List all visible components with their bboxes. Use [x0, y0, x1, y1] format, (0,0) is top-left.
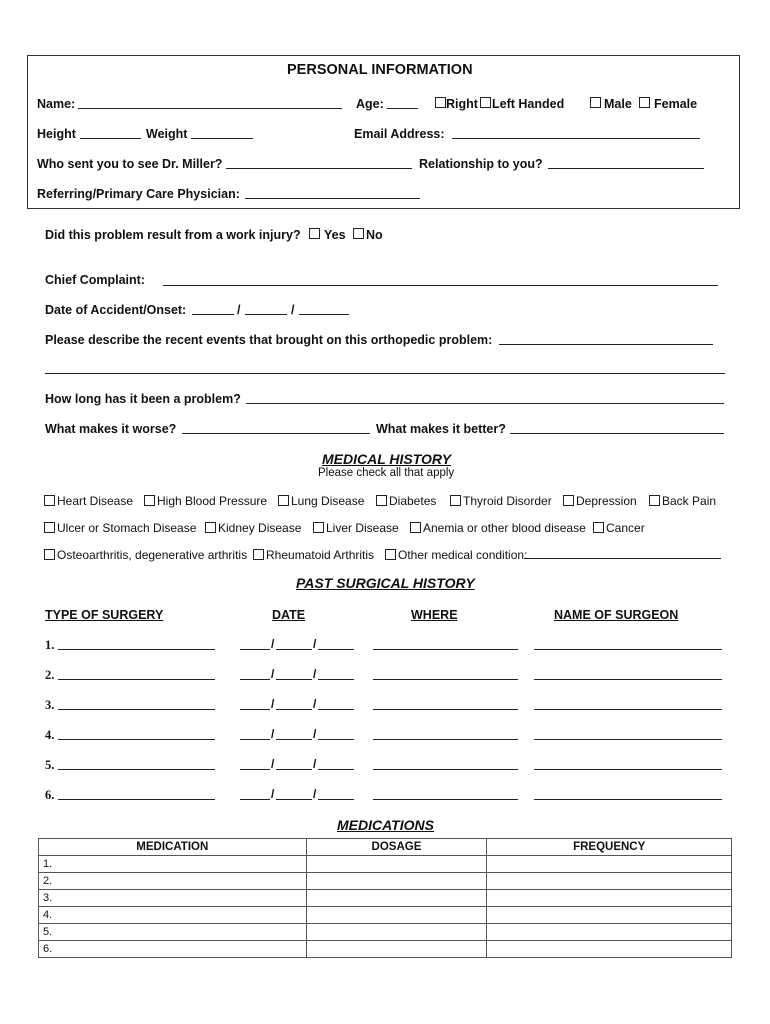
medication-cell[interactable]: 3.	[39, 890, 307, 907]
condition-diabetes[interactable]: Diabetes	[376, 494, 436, 508]
date-separator: /	[313, 727, 317, 741]
weight-input[interactable]	[191, 138, 253, 139]
date-separator: /	[237, 303, 241, 317]
condition-ulcer[interactable]: Ulcer or Stomach Disease	[44, 521, 196, 535]
table-row	[39, 907, 732, 924]
surgery-date-month[interactable]	[240, 709, 270, 710]
surgery-where-input[interactable]	[373, 799, 518, 800]
surgical-history-title: PAST SURGICAL HISTORY	[296, 575, 475, 591]
surgeon-name-input[interactable]	[534, 799, 722, 800]
medication-cell[interactable]: 5.	[39, 924, 307, 941]
who-sent-label: Who sent you to see Dr. Miller?	[37, 157, 223, 171]
how-long-label: How long has it been a problem?	[45, 392, 241, 406]
dosage-cell[interactable]	[306, 873, 487, 890]
surgery-type-input[interactable]	[58, 739, 215, 740]
date-month-input[interactable]	[192, 314, 234, 315]
surgery-type-input[interactable]	[58, 679, 215, 680]
left-handed-label: Left Handed	[492, 97, 565, 111]
surgery-date-month[interactable]	[240, 679, 270, 680]
surgeon-name-input[interactable]	[534, 769, 722, 770]
right-label: Right	[446, 97, 478, 111]
condition-high-blood-pressure[interactable]: High Blood Pressure	[144, 494, 267, 508]
worse-input[interactable]	[182, 433, 370, 434]
female-label: Female	[654, 97, 698, 111]
referring-input[interactable]	[245, 198, 420, 199]
email-input[interactable]	[452, 138, 700, 139]
other-condition-input[interactable]	[524, 558, 721, 559]
date-separator: /	[313, 667, 317, 681]
frequency-cell[interactable]	[487, 924, 732, 941]
medication-cell[interactable]: 4.	[39, 907, 307, 924]
surgery-row-number: 5.	[45, 758, 55, 772]
date-separator: /	[271, 637, 275, 651]
date-year-input[interactable]	[299, 314, 349, 315]
date-separator: /	[313, 757, 317, 771]
checkbox[interactable]	[205, 522, 216, 533]
checkbox[interactable]	[44, 549, 55, 560]
table-row	[39, 856, 732, 873]
surgery-type-input[interactable]	[58, 649, 215, 650]
table-row	[39, 873, 732, 890]
surgery-date-day[interactable]	[276, 799, 312, 800]
checkbox[interactable]	[44, 495, 55, 506]
checkbox[interactable]	[44, 522, 55, 533]
male-label: Male	[604, 97, 632, 111]
surgery-where-input[interactable]	[373, 709, 518, 710]
work-injury-yes-checkbox[interactable]	[309, 228, 320, 239]
surgery-date-year[interactable]	[318, 769, 354, 770]
relationship-label: Relationship to you?	[419, 157, 543, 171]
col-type-of-surgery: TYPE OF SURGERY	[45, 608, 164, 622]
work-injury-yes-label: Yes	[324, 228, 346, 242]
surgery-row-number: 1.	[45, 638, 55, 652]
checkbox[interactable]	[253, 549, 264, 560]
medical-history-subtitle: Please check all that apply	[318, 467, 455, 479]
checkbox[interactable]	[144, 495, 155, 506]
chief-complaint-label: Chief Complaint:	[45, 273, 145, 287]
condition-rheumatoid-arthritis[interactable]: Rheumatoid Arthritis	[253, 548, 374, 562]
email-label: Email Address:	[354, 127, 445, 141]
left-handed-checkbox[interactable]	[480, 97, 491, 108]
condition-thyroid-disorder[interactable]: Thyroid Disorder	[450, 494, 552, 508]
work-injury-question: Did this problem result from a work injury?	[45, 228, 301, 242]
better-input[interactable]	[510, 433, 724, 434]
col-frequency: FREQUENCY	[487, 839, 732, 856]
medications-title: MEDICATIONS	[337, 817, 434, 833]
surgery-date-day[interactable]	[276, 709, 312, 710]
col-medication: MEDICATION	[39, 839, 307, 856]
col-where: WHERE	[411, 608, 458, 622]
frequency-cell[interactable]	[487, 856, 732, 873]
surgeon-name-input[interactable]	[534, 739, 722, 740]
table-row	[39, 890, 732, 907]
date-separator: /	[271, 727, 275, 741]
condition-anemia[interactable]: Anemia or other blood disease	[410, 521, 586, 535]
condition-osteoarthritis[interactable]: Osteoarthritis, degenerative arthritis	[44, 548, 247, 562]
surgeon-name-input[interactable]	[534, 679, 722, 680]
surgery-type-input[interactable]	[58, 709, 215, 710]
condition-other[interactable]: Other medical condition:	[385, 548, 527, 562]
work-injury-no-checkbox[interactable]	[353, 228, 364, 239]
height-label: Height	[37, 127, 76, 141]
surgery-date-day[interactable]	[276, 769, 312, 770]
surgery-date-day[interactable]	[276, 679, 312, 680]
dosage-cell[interactable]	[306, 907, 487, 924]
medications-table	[38, 838, 732, 958]
surgery-date-year[interactable]	[318, 649, 354, 650]
checkbox[interactable]	[593, 522, 604, 533]
surgery-where-input[interactable]	[373, 739, 518, 740]
date-separator: /	[271, 757, 275, 771]
surgery-row-number: 3.	[45, 698, 55, 712]
date-separator: /	[313, 787, 317, 801]
surgery-where-input[interactable]	[373, 649, 518, 650]
surgery-row-number: 6.	[45, 788, 55, 802]
better-label: What makes it better?	[376, 422, 506, 436]
describe-label: Please describe the recent events that brought on this orthopedic problem:	[45, 333, 493, 347]
date-day-input[interactable]	[245, 314, 287, 315]
surgeon-name-input[interactable]	[534, 649, 722, 650]
work-injury-no-label: No	[366, 228, 383, 242]
female-checkbox[interactable]	[639, 97, 650, 108]
dosage-cell[interactable]	[306, 924, 487, 941]
referring-label: Referring/Primary Care Physician:	[37, 187, 240, 201]
medication-cell[interactable]: 2.	[39, 873, 307, 890]
surgeon-name-input[interactable]	[534, 709, 722, 710]
surgery-date-month[interactable]	[240, 649, 270, 650]
surgery-date-day[interactable]	[276, 649, 312, 650]
surgery-where-input[interactable]	[373, 769, 518, 770]
checkbox[interactable]	[278, 495, 289, 506]
checkbox[interactable]	[385, 549, 396, 560]
name-label: Name:	[37, 97, 76, 111]
age-label: Age:	[356, 97, 384, 111]
surgery-type-input[interactable]	[58, 769, 215, 770]
how-long-input[interactable]	[246, 403, 724, 404]
dosage-cell[interactable]	[306, 890, 487, 907]
frequency-cell[interactable]	[487, 907, 732, 924]
checkbox[interactable]	[563, 495, 574, 506]
who-sent-input[interactable]	[226, 168, 412, 169]
surgery-where-input[interactable]	[373, 679, 518, 680]
personal-info-title: PERSONAL INFORMATION	[287, 62, 473, 78]
surgery-type-input[interactable]	[58, 799, 215, 800]
dosage-cell[interactable]	[306, 941, 487, 958]
date-separator: /	[313, 637, 317, 651]
condition-kidney-disease[interactable]: Kidney Disease	[205, 521, 301, 535]
condition-back-pain[interactable]: Back Pain	[649, 494, 716, 508]
date-separator: /	[271, 697, 275, 711]
frequency-cell[interactable]	[487, 890, 732, 907]
age-input[interactable]	[387, 108, 418, 109]
frequency-cell[interactable]	[487, 873, 732, 890]
date-separator: /	[291, 303, 295, 317]
date-separator: /	[271, 787, 275, 801]
surgery-date-month[interactable]	[240, 739, 270, 740]
condition-depression[interactable]: Depression	[563, 494, 637, 508]
surgery-date-year[interactable]	[318, 799, 354, 800]
right-handed-checkbox[interactable]	[435, 97, 446, 108]
frequency-cell[interactable]	[487, 941, 732, 958]
surgery-date-month[interactable]	[240, 799, 270, 800]
col-name-of-surgeon: NAME OF SURGEON	[554, 608, 679, 622]
surgery-row-number: 2.	[45, 668, 55, 682]
medication-cell[interactable]: 6.	[39, 941, 307, 958]
condition-heart-disease[interactable]: Heart Disease	[44, 494, 133, 508]
medication-cell[interactable]: 1.	[39, 856, 307, 873]
checkbox[interactable]	[376, 495, 387, 506]
date-onset-label: Date of Accident/Onset:	[45, 303, 187, 317]
date-separator: /	[313, 697, 317, 711]
col-date: DATE	[272, 608, 306, 622]
dosage-cell[interactable]	[306, 856, 487, 873]
medical-history-title: MEDICAL HISTORY	[322, 451, 452, 467]
checkbox[interactable]	[410, 522, 421, 533]
surgery-date-day[interactable]	[276, 739, 312, 740]
checkbox[interactable]	[649, 495, 660, 506]
surgery-date-year[interactable]	[318, 709, 354, 710]
condition-liver-disease[interactable]: Liver Disease	[313, 521, 399, 535]
height-input[interactable]	[80, 138, 141, 139]
weight-label: Weight	[146, 127, 188, 141]
male-checkbox[interactable]	[590, 97, 601, 108]
table-row	[39, 924, 732, 941]
describe-input-line2[interactable]	[45, 373, 725, 374]
condition-lung-disease[interactable]: Lung Disease	[278, 494, 364, 508]
surgery-row-number: 4.	[45, 728, 55, 742]
surgery-date-year[interactable]	[318, 739, 354, 740]
checkbox[interactable]	[450, 495, 461, 506]
checkbox[interactable]	[313, 522, 324, 533]
date-separator: /	[271, 667, 275, 681]
table-row	[39, 941, 732, 958]
col-dosage: DOSAGE	[306, 839, 487, 856]
condition-cancer[interactable]: Cancer	[593, 521, 645, 535]
surgery-date-year[interactable]	[318, 679, 354, 680]
chief-complaint-input[interactable]	[163, 285, 718, 286]
name-input[interactable]	[78, 108, 342, 109]
surgery-date-month[interactable]	[240, 769, 270, 770]
medications-header-row	[39, 839, 732, 856]
describe-input[interactable]	[499, 344, 713, 345]
relationship-input[interactable]	[548, 168, 704, 169]
worse-label: What makes it worse?	[45, 422, 177, 436]
